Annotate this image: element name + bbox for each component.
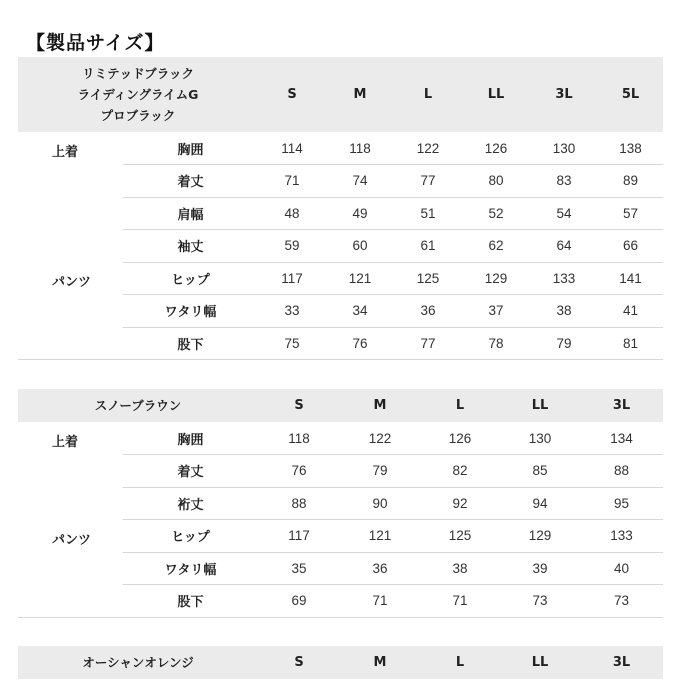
size-value: 122 xyxy=(394,132,462,165)
size-value: 117 xyxy=(258,520,340,553)
table-header-row xyxy=(18,646,663,679)
size-value: 125 xyxy=(420,520,500,553)
size-header: L xyxy=(420,646,500,679)
size-value: 48 xyxy=(258,197,326,230)
size-value: 76 xyxy=(326,327,394,360)
size-value: 95 xyxy=(580,487,663,520)
size-value: 73 xyxy=(580,585,663,618)
size-header: 3L xyxy=(530,57,598,132)
size-value: 130 xyxy=(530,132,598,165)
size-value: 129 xyxy=(500,520,580,553)
size-value: 49 xyxy=(326,197,394,230)
size-value: 79 xyxy=(340,455,420,488)
size-value: 126 xyxy=(420,422,500,455)
size-header: LL xyxy=(462,57,530,132)
category-label: パンツ xyxy=(18,520,123,618)
size-value: 83 xyxy=(530,165,598,198)
size-value: 117 xyxy=(258,262,326,295)
size-table-limited-black xyxy=(18,57,663,360)
category-label: 上着 xyxy=(52,145,79,160)
table-row xyxy=(18,262,663,295)
category-label: 上着 xyxy=(52,435,79,450)
size-value: 69 xyxy=(258,585,340,618)
size-value: 73 xyxy=(500,585,580,618)
size-value: 130 xyxy=(500,422,580,455)
size-value: 34 xyxy=(326,295,394,328)
color-name-line: プロブラック xyxy=(100,108,176,123)
size-value: 122 xyxy=(340,422,420,455)
measure-label: 着丈 xyxy=(123,455,258,488)
measure-label: 胸囲 xyxy=(123,132,258,165)
measure-label: ワタリ幅 xyxy=(123,552,258,585)
size-value: 40 xyxy=(580,552,663,585)
size-value: 64 xyxy=(530,230,598,263)
size-header: 5L xyxy=(598,57,663,132)
size-value: 77 xyxy=(394,327,462,360)
size-value: 76 xyxy=(258,455,340,488)
size-header: L xyxy=(420,389,500,422)
size-value: 52 xyxy=(462,197,530,230)
measure-label: 肩幅 xyxy=(123,197,258,230)
color-name-cell xyxy=(18,57,258,132)
size-value: 126 xyxy=(462,132,530,165)
size-value: 94 xyxy=(500,487,580,520)
color-name-line: オーシャンオレンジ xyxy=(82,655,194,670)
size-header: S xyxy=(258,646,340,679)
size-table-ocean-orange xyxy=(18,646,663,679)
size-value: 88 xyxy=(580,455,663,488)
size-value: 71 xyxy=(258,165,326,198)
size-value: 133 xyxy=(530,262,598,295)
size-value: 57 xyxy=(598,197,663,230)
size-value: 71 xyxy=(420,585,500,618)
measure-label: 股下 xyxy=(123,327,258,360)
size-value: 92 xyxy=(420,487,500,520)
size-value: 141 xyxy=(598,262,663,295)
size-value: 77 xyxy=(394,165,462,198)
size-value: 61 xyxy=(394,230,462,263)
size-value: 38 xyxy=(530,295,598,328)
size-value: 36 xyxy=(340,552,420,585)
size-value: 85 xyxy=(500,455,580,488)
measure-label: ワタリ幅 xyxy=(123,295,258,328)
table-header-row xyxy=(18,389,663,422)
size-header: M xyxy=(326,57,394,132)
color-name-line: リミテッドブラック xyxy=(82,66,194,81)
size-value: 51 xyxy=(394,197,462,230)
size-value: 81 xyxy=(598,327,663,360)
measure-label: ヒップ xyxy=(123,262,258,295)
table-header-row xyxy=(18,57,663,132)
size-value: 79 xyxy=(530,327,598,360)
size-value: 62 xyxy=(462,230,530,263)
size-value: 66 xyxy=(598,230,663,263)
size-value: 54 xyxy=(530,197,598,230)
size-value: 75 xyxy=(258,327,326,360)
size-header: S xyxy=(258,57,326,132)
size-header: 3L xyxy=(580,389,663,422)
size-value: 134 xyxy=(580,422,663,455)
color-name-line: スノーブラウン xyxy=(94,398,182,413)
size-value: 35 xyxy=(258,552,340,585)
size-value: 114 xyxy=(258,132,326,165)
size-value: 80 xyxy=(462,165,530,198)
size-value: 118 xyxy=(258,422,340,455)
size-value: 38 xyxy=(420,552,500,585)
size-table-snow-brown xyxy=(18,389,663,618)
size-value: 138 xyxy=(598,132,663,165)
category-label: パンツ xyxy=(18,262,123,360)
size-header: L xyxy=(394,57,462,132)
size-value: 90 xyxy=(340,487,420,520)
size-value: 125 xyxy=(394,262,462,295)
size-header: M xyxy=(340,646,420,679)
size-value: 82 xyxy=(420,455,500,488)
size-value: 36 xyxy=(394,295,462,328)
measure-label: 着丈 xyxy=(123,165,258,198)
table-row xyxy=(18,422,663,455)
size-header: S xyxy=(258,389,340,422)
size-value: 88 xyxy=(258,487,340,520)
size-value: 121 xyxy=(326,262,394,295)
size-header: LL xyxy=(500,646,580,679)
size-value: 59 xyxy=(258,230,326,263)
color-name-cell xyxy=(18,646,258,679)
size-value: 129 xyxy=(462,262,530,295)
size-value: 60 xyxy=(326,230,394,263)
measure-label: 裄丈 xyxy=(123,487,258,520)
size-value: 121 xyxy=(340,520,420,553)
measure-label: 胸囲 xyxy=(123,422,258,455)
size-value: 78 xyxy=(462,327,530,360)
size-value: 33 xyxy=(258,295,326,328)
size-value: 118 xyxy=(326,132,394,165)
size-value: 37 xyxy=(462,295,530,328)
table-row xyxy=(18,132,663,165)
size-value: 41 xyxy=(598,295,663,328)
measure-label: 袖丈 xyxy=(123,230,258,263)
size-value: 89 xyxy=(598,165,663,198)
size-header: LL xyxy=(500,389,580,422)
measure-label: 股下 xyxy=(123,585,258,618)
color-name-line: ライディングライムG xyxy=(77,87,199,102)
table-row xyxy=(18,520,663,553)
size-value: 39 xyxy=(500,552,580,585)
color-name-cell xyxy=(18,389,258,422)
size-header: M xyxy=(340,389,420,422)
size-value: 74 xyxy=(326,165,394,198)
size-header: 3L xyxy=(580,646,663,679)
size-value: 71 xyxy=(340,585,420,618)
page-title: 【製品サイズ】 xyxy=(26,32,165,54)
size-value: 133 xyxy=(580,520,663,553)
measure-label: ヒップ xyxy=(123,520,258,553)
